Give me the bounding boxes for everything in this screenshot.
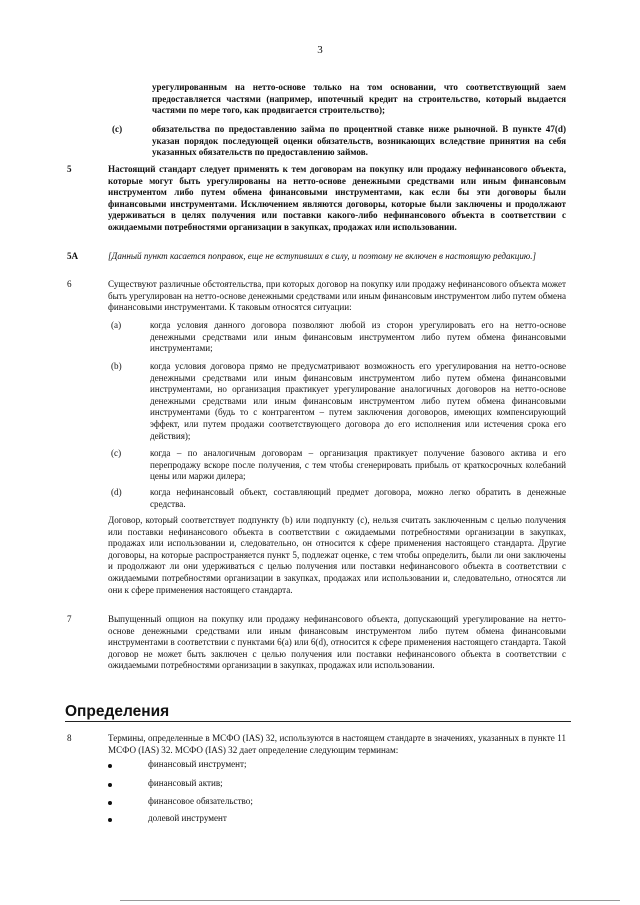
para-6-item-d-text: когда нефинансовый объект, составляющий предмет договора, можно легко обратить в денежные средства. <box>150 487 566 509</box>
para-6-item-a-label: (a) <box>111 320 122 330</box>
para-6-number: 6 <box>67 279 72 289</box>
bullet-item: финансовый инструмент; <box>148 759 247 769</box>
bullet-item: финансовое обязательство; <box>148 796 253 806</box>
para-6-item-c-text: когда – по аналогичным договорам – организация практикует получение базового актива и его перепродажу вскоре после получения, с тем чтобы сгенерировать прибыль от краткосрочных колебаний цены или маржи дилера; <box>150 448 566 482</box>
para-7-number: 7 <box>67 614 72 624</box>
bullet-dot <box>108 801 112 805</box>
para-6-text: Существуют различные обстоятельства, при которых договор на покупку или продажу нефинансового объекта может быть урегулирован на нетто-основе денежными средствами или иным финансовым инструментом либо путем обмена финансовыми инструментами. К таковым относятся ситуации: <box>108 279 566 313</box>
page-number: 3 <box>317 44 323 56</box>
page-bottom-edge <box>120 900 620 901</box>
item-c-text: обязательства по предоставлению займа по процентной ставке ниже рыночной. В пункте 47(d) указан порядок последующей оценки обязательств, возникающих вследствие принятия на себя указанных обязательств по предоставлению займов. <box>152 124 566 158</box>
para-6-item-b-text: когда условия договора прямо не предусматривают возможность его урегулирования на нетто-основе денежными средствами или иным финансовым инструментом либо путем обмена финансовыми инструментами, но организация практикует урегулирование аналогичных договоров на нетто-основе денежными средствами или иным финансовым инструментом либо путем обмена финансовыми инструментами (будь то с контрагентом – путем заключения договоров, имеющих компенсирующий эффект, или путем продажи соответствующего договора до его исполнения или истечения срока его действия); <box>150 361 566 441</box>
heading-underline <box>65 721 571 722</box>
para-6-item-b-label: (b) <box>111 361 122 371</box>
section-heading-definitions: Определения <box>65 703 170 720</box>
para-6-item-a-text: когда условия данного договора позволяют любой из сторон урегулировать его на нетто-основе денежными средствами или иным финансовым инструментом либо путем обмена финансовыми инструментами; <box>150 320 566 354</box>
para-8-number: 8 <box>67 733 72 743</box>
para-6-closing: Договор, который соответствует подпункту (b) или подпункту (c), нельзя считать заключенным с целью получения или поставки нефинансового объекта в соответствии с ожидаемыми потребностями организации в закупках, продажах или использовании и, следовательно, он относится к сфере применения настоящего стандарта. Другие договоры, на которые распространяется пункт 5, подлежат оценке, с тем чтобы определить, были ли они заключены и продолжают ли они удерживаться с целью получения или поставки нефинансового объекта в соответствии с ожидаемыми потребностями организации в закупках, продажах или использовании и, следовательно, относятся ли они к сфере применения настоящего стандарта. <box>108 515 566 595</box>
bullet-dot <box>108 764 112 768</box>
para-5a-number: 5A <box>67 251 79 261</box>
bullet-item: долевой инструмент <box>148 813 227 823</box>
bullet-dot <box>108 783 112 787</box>
para-7-text: Выпущенный опцион на покупку или продажу нефинансового объекта, допускающий урегулирование на нетто-основе денежными средствами или иным финансовым инструментом либо путем обмена финансовыми инструментами в соответствии с пунктами 6(a) или 6(d), относится к сфере применения настоящего стандарта. Такой договор не может быть заключен с целью получения или поставки нефинансового объекта в соответствии с ожидаемыми потребностями организации в закупках, продажах или использовании. <box>108 614 566 671</box>
para-8-text: Термины, определенные в МСФО (IAS) 32, используются в настоящем стандарте в значениях, указанных в пункте 11 МСФО (IAS) 32. МСФО (IAS) 32 дает определение следующим терминам: <box>108 733 566 755</box>
para-6-item-d-label: (d) <box>111 487 122 497</box>
para-5-text: Настоящий стандарт следует применять к тем договорам на покупку или продажу нефинансового объекта, которые могут быть урегулированы на нетто-основе денежными средствами или иным финансовым инструментом либо путем обмена финансовыми инструментами, как если бы эти договоры были финансовыми инструментами. Исключением являются договоры, которые были заключены и продолжают удерживаться в целях получения или поставки какого-либо нефинансового объекта в соответствии с ожидаемыми потребностями организации в закупках, продажах или использовании. <box>108 164 566 232</box>
para-6-item-c-label: (c) <box>111 448 122 458</box>
bullet-dot <box>108 818 112 822</box>
continuation-text: урегулированным на нетто-основе только на том основании, что соответствующий заем предоставляется частями (например, ипотечный кредит на строительство, который выдается частями по мере того, как продвигается строительство); <box>152 82 566 116</box>
bullet-item: финансовый актив; <box>148 778 223 788</box>
para-5a-text: [Данный пункт касается поправок, еще не вступивших в силу, и поэтому не включен в настоящую редакцию.] <box>108 251 537 261</box>
item-c-label: (c) <box>112 124 123 134</box>
para-5-number: 5 <box>67 164 72 174</box>
